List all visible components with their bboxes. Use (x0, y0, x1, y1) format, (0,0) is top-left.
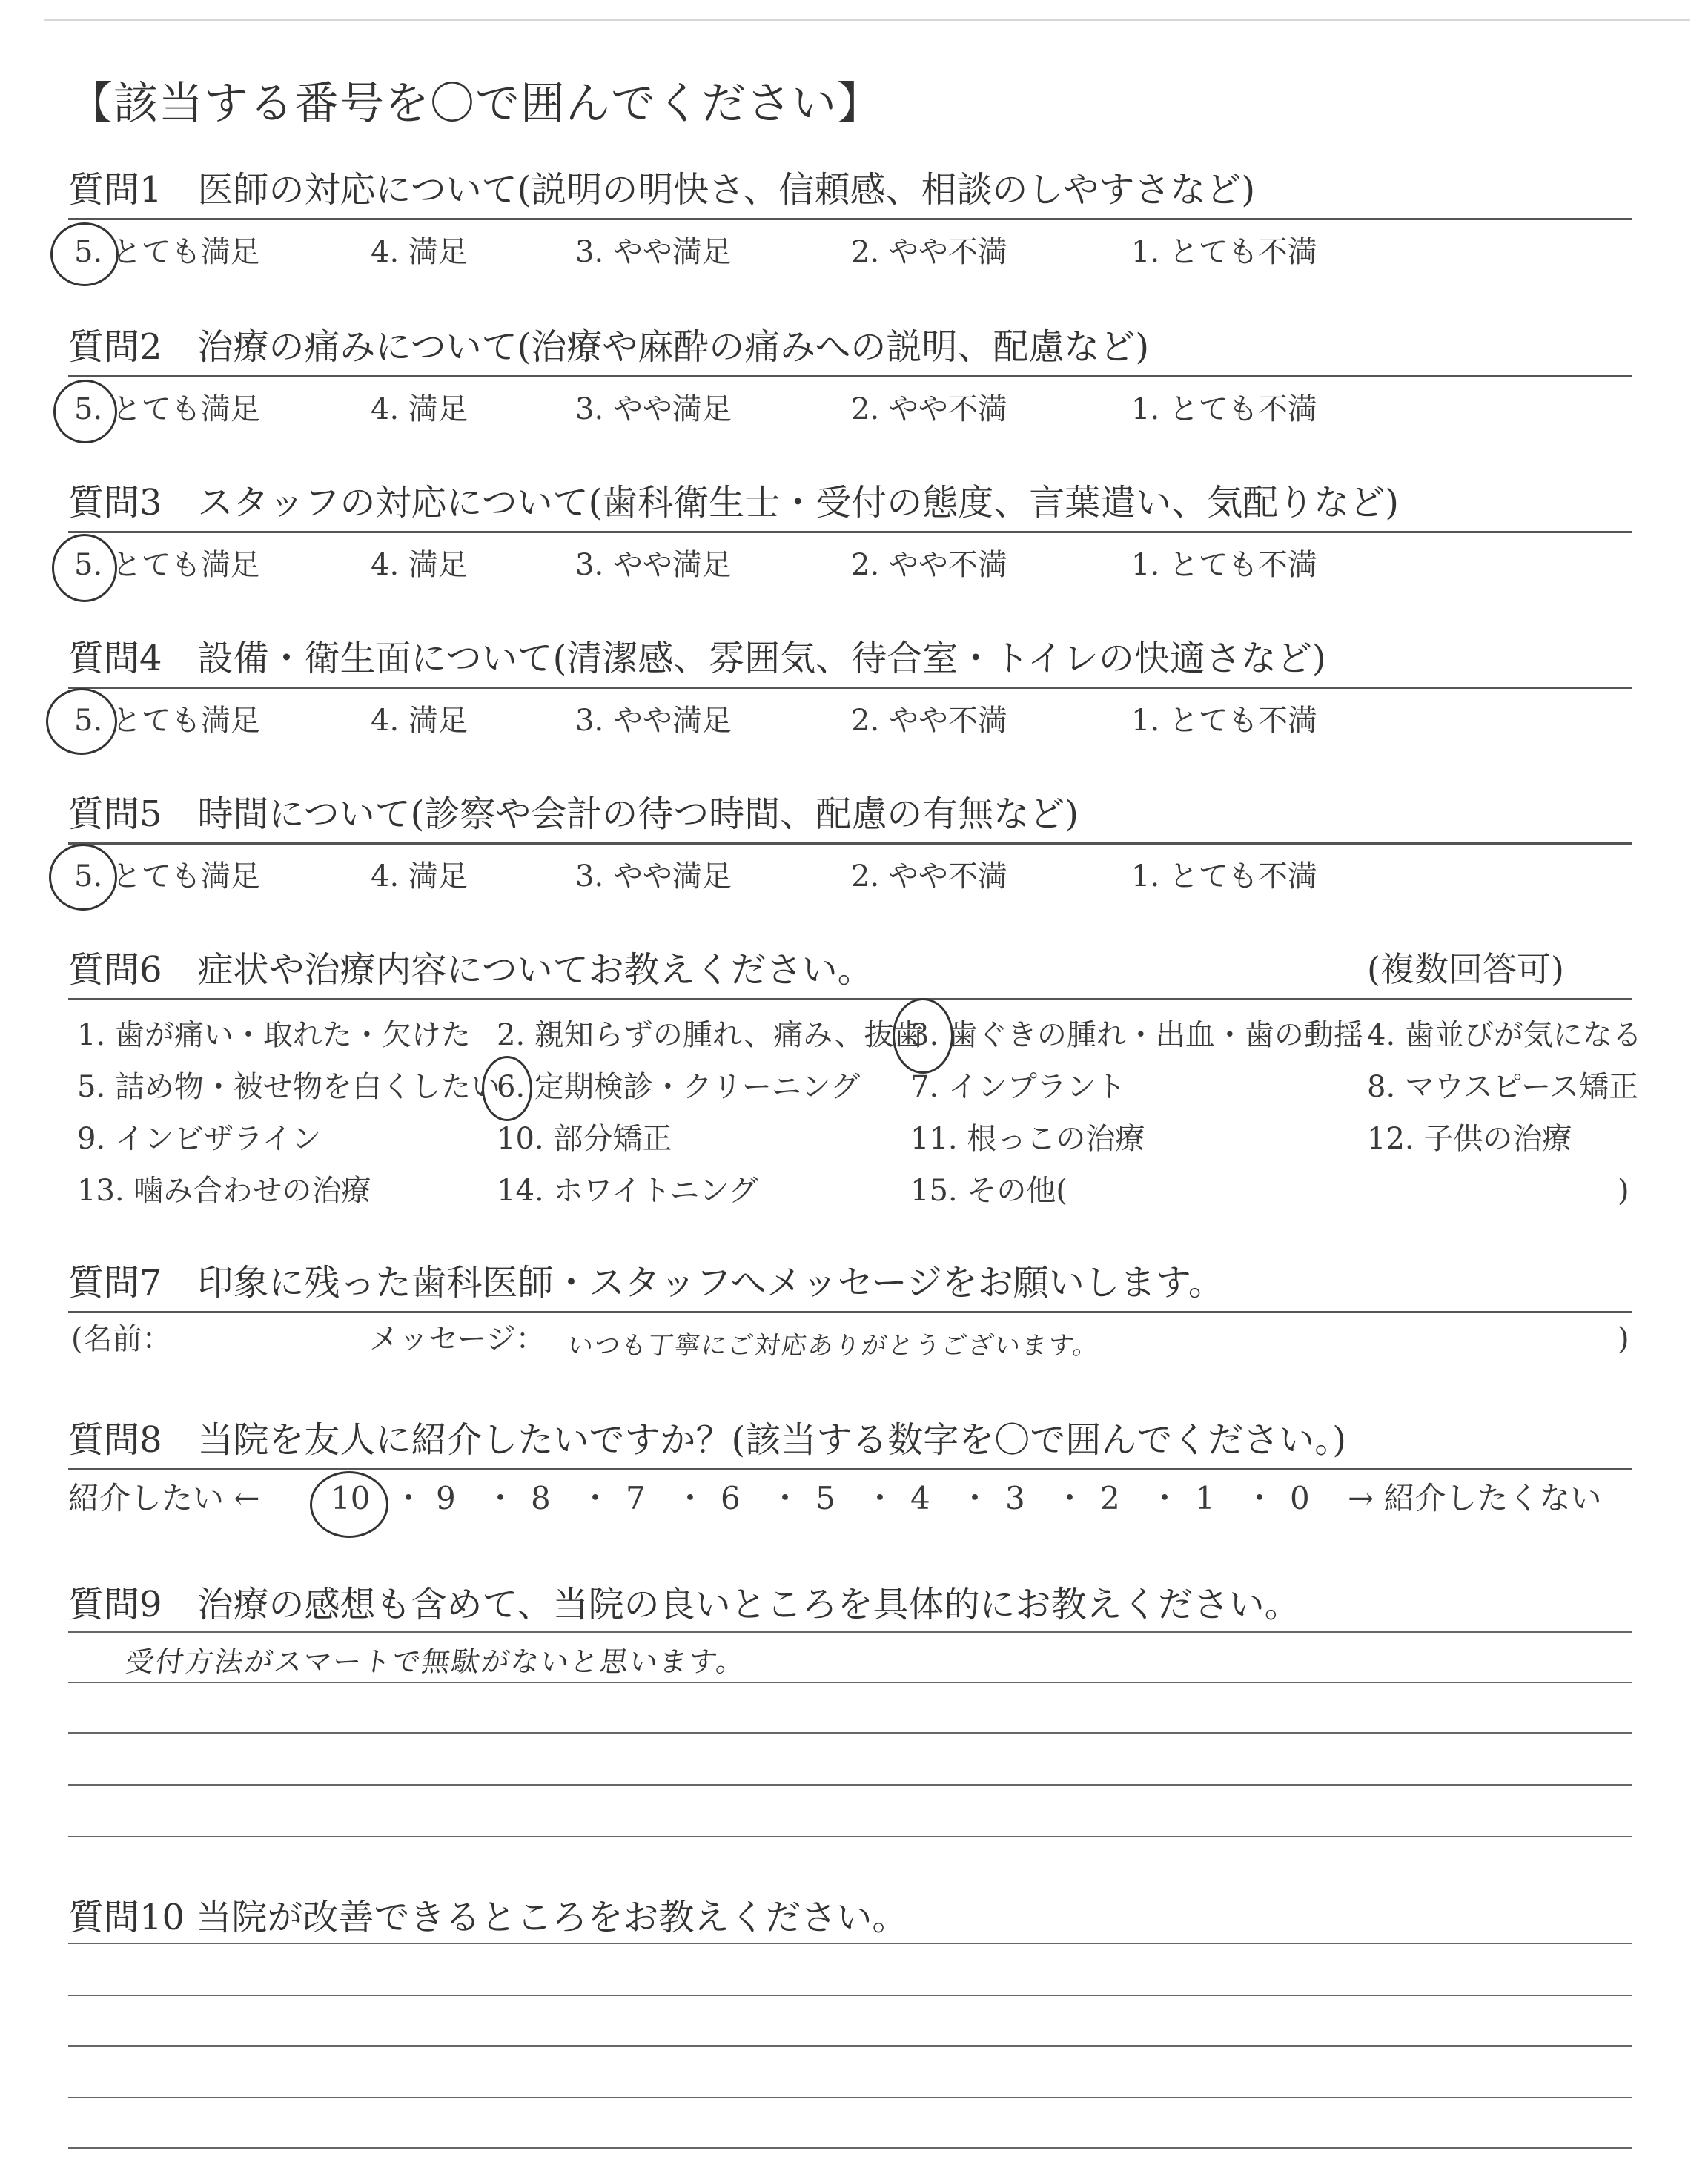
q6-option-15[interactable]: 15. その他( (910, 1174, 1068, 1208)
q2-option-2[interactable]: 2. やや不満 (851, 392, 1007, 426)
q1-option-4[interactable]: 4. 満足 (371, 235, 468, 269)
q3-option-3[interactable]: 3. やや満足 (575, 548, 732, 582)
q6-option-4[interactable]: 4. 歯並びが気になる (1367, 1018, 1642, 1052)
q2-selected-circle (53, 380, 117, 443)
question-1-title: 質問1 医師の対応について(説明の明快さ、信頼感、相談のしやすさなど) (68, 169, 1256, 211)
question-3-rule (68, 531, 1632, 533)
question-7-rule (68, 1311, 1632, 1313)
q7-close-paren: ) (1618, 1322, 1629, 1356)
q6-option-2[interactable]: 2. 親知らずの腫れ、痛み、抜歯 (497, 1018, 924, 1052)
q9-answer-line (68, 1784, 1632, 1786)
q6-selected-circle-6 (482, 1056, 532, 1121)
q8-value-7[interactable]: 7 (626, 1480, 646, 1516)
form-title: 【該当する番号を〇で囲んでください】 (68, 78, 882, 130)
q4-option-1[interactable]: 1. とても不満 (1131, 704, 1317, 738)
q5-option-2[interactable]: 2. やや不満 (851, 859, 1007, 894)
q6-option-13[interactable]: 13. 噛み合わせの治療 (77, 1174, 371, 1208)
q2-option-4[interactable]: 4. 満足 (371, 392, 468, 426)
q4-selected-circle (46, 688, 117, 755)
q5-option-1[interactable]: 1. とても不満 (1131, 859, 1317, 894)
q4-option-2[interactable]: 2. やや不満 (851, 704, 1007, 738)
q8-value-1[interactable]: 1 (1195, 1480, 1215, 1516)
q5-option-3[interactable]: 3. やや満足 (575, 859, 732, 894)
q9-answer-line (68, 1631, 1632, 1633)
q8-dot-separator: ・ (485, 1480, 517, 1516)
q1-option-3[interactable]: 3. やや満足 (575, 235, 732, 269)
question-8-rule (68, 1468, 1632, 1470)
q8-value-9[interactable]: 9 (436, 1480, 456, 1516)
q5-selected-circle (49, 844, 117, 911)
q8-dot-separator: ・ (864, 1480, 896, 1516)
q8-left-label: 紹介したい ← (68, 1480, 260, 1516)
q9-answer-line (68, 1836, 1632, 1837)
q6-other-close-paren: ) (1618, 1174, 1629, 1208)
question-8-title: 質問8 当院を友人に紹介したいですか？(該当する数字を〇で囲んでください。) (68, 1419, 1346, 1461)
top-edge-line (44, 19, 1690, 21)
q4-option-3[interactable]: 3. やや満足 (575, 704, 732, 738)
q5-option-5[interactable]: 5. とても満足 (74, 859, 260, 894)
q6-selected-circle-3 (893, 998, 953, 1074)
question-4-title: 質問4 設備・衛生面について(清潔感、雰囲気、待合室・トイレの快適さなど) (68, 638, 1326, 679)
q1-option-5[interactable]: 5. とても満足 (74, 235, 260, 269)
multiple-answers-note: (複数回答可) (1367, 949, 1564, 989)
q6-option-12[interactable]: 12. 子供の治療 (1367, 1122, 1572, 1156)
q10-answer-line (68, 1943, 1632, 1944)
q3-selected-circle (52, 534, 117, 602)
q8-value-0[interactable]: 0 (1290, 1480, 1310, 1516)
q10-answer-line (68, 2147, 1632, 2149)
q9-answer-text[interactable]: 受付方法がスマートで無駄がないと思います。 (123, 1645, 749, 1678)
q3-option-1[interactable]: 1. とても不満 (1131, 548, 1317, 582)
q8-dot-separator: ・ (1149, 1480, 1181, 1516)
question-5-rule (68, 842, 1632, 845)
q10-answer-line (68, 2045, 1632, 2047)
q6-option-7[interactable]: 7. インプラント (910, 1070, 1126, 1104)
question-7-title: 質問7 印象に残った歯科医師・スタッフへメッセージをお願いします。 (68, 1262, 1224, 1304)
q8-dot-separator: ・ (1244, 1480, 1276, 1516)
q6-option-8[interactable]: 8. マウスピース矯正 (1367, 1070, 1639, 1104)
q5-option-4[interactable]: 4. 満足 (371, 859, 468, 894)
q3-option-5[interactable]: 5. とても満足 (74, 548, 260, 582)
q9-answer-line (68, 1682, 1632, 1683)
q6-option-10[interactable]: 10. 部分矯正 (497, 1122, 672, 1156)
q3-option-4[interactable]: 4. 満足 (371, 548, 468, 582)
q7-message-label: メッセージ： (369, 1322, 546, 1356)
question-4-rule (68, 687, 1632, 689)
q6-option-5[interactable]: 5. 詰め物・被せ物を白くしたい (77, 1070, 500, 1104)
q8-dot-separator: ・ (1054, 1480, 1086, 1516)
q10-answer-line (68, 2097, 1632, 2098)
q8-value-10[interactable]: 10 (331, 1480, 371, 1516)
q8-value-3[interactable]: 3 (1005, 1480, 1025, 1516)
q3-option-2[interactable]: 2. やや不満 (851, 548, 1007, 582)
question-9-title: 質問9 治療の感想も含めて、当院の良いところを具体的にお教えください。 (68, 1584, 1300, 1625)
q1-option-1[interactable]: 1. とても不満 (1131, 235, 1317, 269)
q9-answer-line (68, 1732, 1632, 1734)
question-1-rule (68, 218, 1632, 220)
q8-value-4[interactable]: 4 (910, 1480, 930, 1516)
q2-option-1[interactable]: 1. とても不満 (1131, 392, 1317, 426)
q8-dot-separator: ・ (393, 1480, 425, 1516)
question-6-title: 質問6 症状や治療内容についてお教えください。 (68, 949, 873, 991)
q8-value-5[interactable]: 5 (815, 1480, 835, 1516)
q2-option-3[interactable]: 3. やや満足 (575, 392, 732, 426)
q8-dot-separator: ・ (769, 1480, 801, 1516)
q6-option-1[interactable]: 1. 歯が痛い・取れた・欠けた (77, 1018, 471, 1052)
q1-selected-circle (50, 222, 119, 286)
question-10-title: 質問10 当院が改善できるところをお教えください。 (68, 1897, 908, 1938)
q6-option-6[interactable]: 6. 定期検診・クリーニング (497, 1070, 861, 1104)
q8-dot-separator: ・ (580, 1480, 612, 1516)
question-6-rule (68, 998, 1632, 1000)
q8-dot-separator: ・ (675, 1480, 706, 1516)
q8-selected-circle (310, 1471, 388, 1538)
q4-option-4[interactable]: 4. 満足 (371, 704, 468, 738)
q6-option-9[interactable]: 9. インビザライン (77, 1122, 322, 1156)
q8-value-8[interactable]: 8 (531, 1480, 551, 1516)
question-2-title: 質問2 治療の痛みについて(治療や麻酔の痛みへの説明、配慮など) (68, 326, 1150, 368)
q8-value-6[interactable]: 6 (721, 1480, 741, 1516)
question-2-rule (68, 375, 1632, 377)
q8-dot-separator: ・ (959, 1480, 991, 1516)
question-5-title: 質問5 時間について(診察や会計の待つ時間、配慮の有無など) (68, 793, 1079, 835)
q4-option-5[interactable]: 5. とても満足 (74, 704, 260, 738)
q10-answer-line (68, 1995, 1632, 1996)
q6-option-3[interactable]: 3. 歯ぐきの腫れ・出血・歯の動揺 (910, 1018, 1363, 1052)
q7-message-text[interactable]: いつも丁寧にご対応ありがとうございます。 (566, 1331, 1102, 1361)
q2-option-5[interactable]: 5. とても満足 (74, 392, 260, 426)
q7-name-label: (名前： (71, 1322, 172, 1356)
q8-value-2[interactable]: 2 (1100, 1480, 1120, 1516)
q6-option-11[interactable]: 11. 根っこの治療 (910, 1122, 1145, 1156)
q8-right-label: → 紹介したくない (1348, 1480, 1602, 1516)
question-3-title: 質問3 スタッフの対応について(歯科衛生士・受付の態度、言葉遣い、気配りなど) (68, 482, 1400, 524)
q1-option-2[interactable]: 2. やや不満 (851, 235, 1007, 269)
q6-option-14[interactable]: 14. ホワイトニング (497, 1174, 758, 1208)
